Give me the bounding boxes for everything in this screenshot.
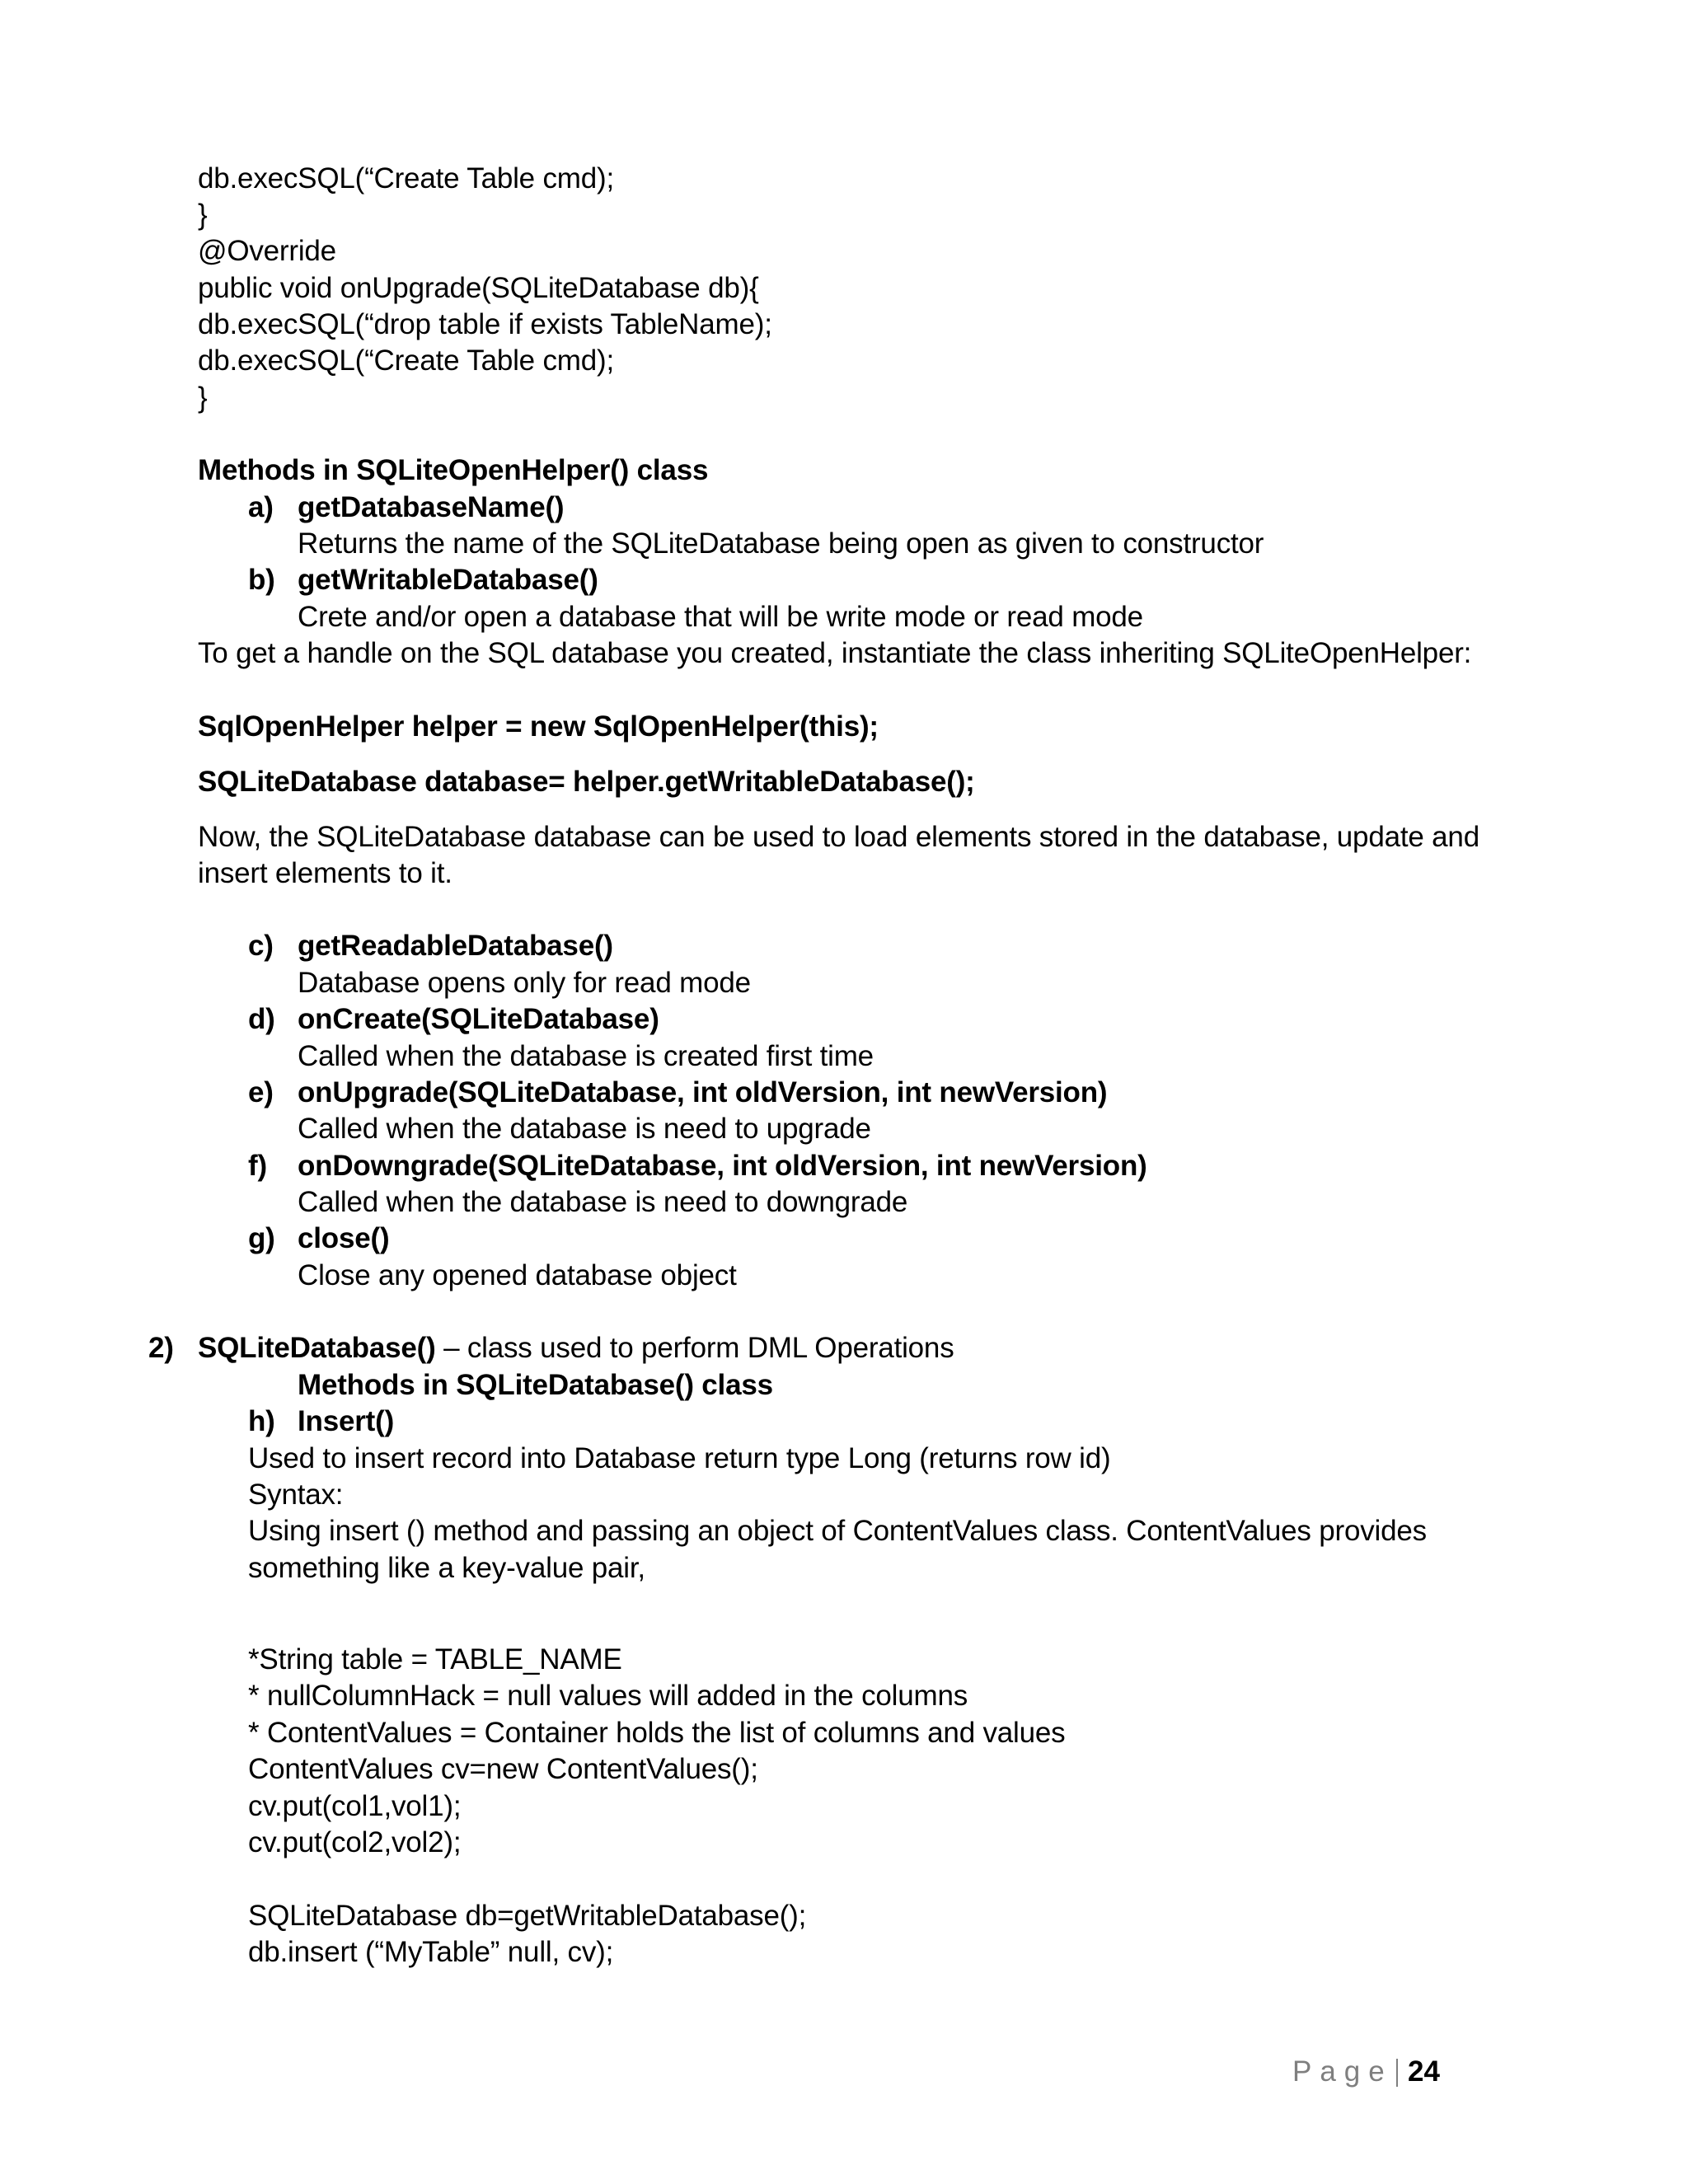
method-description: Database opens only for read mode [298, 967, 751, 999]
page-label: Page [1292, 2055, 1393, 2088]
method-description: Crete and/or open a database that will be write mode or read mode [298, 601, 1143, 633]
section-heading: Methods in SQLiteDatabase() class [298, 1369, 773, 1401]
list-item-label: g) [248, 1222, 275, 1254]
list-item-label: d) [248, 1003, 275, 1035]
code-line: * ContentValues = Container holds the list of columns and values [248, 1717, 1066, 1749]
method-name: getDatabaseName() [298, 491, 565, 523]
paragraph-line: insert elements to it. [198, 857, 452, 889]
paragraph-line: something like a key-value pair, [248, 1552, 645, 1584]
list-item-label: b) [248, 564, 275, 596]
code-line: db.execSQL(“drop table if exists TableName); [198, 308, 772, 340]
method-description: Returns the name of the SQLiteDatabase being open as given to constructor [298, 527, 1264, 560]
method-name: onUpgrade(SQLiteDatabase, int oldVersion, int newVersion) [298, 1076, 1108, 1108]
paragraph-line: Using insert () method and passing an object of ContentValues class. ContentValues provides [248, 1515, 1427, 1547]
code-line: db.execSQL(“Create Table cmd); [198, 162, 614, 194]
list-item-label: e) [248, 1076, 274, 1108]
paragraph-line: Syntax: [248, 1479, 344, 1511]
code-line: } [198, 199, 208, 231]
code-line: ContentValues cv=new ContentValues(); [248, 1753, 758, 1785]
code-line: } [198, 382, 208, 414]
method-name: getWritableDatabase() [298, 564, 598, 596]
section-title-rest: – class used to perform DML Operations [435, 1332, 954, 1364]
method-name: onCreate(SQLiteDatabase) [298, 1003, 659, 1035]
code-line: cv.put(col1,vol1); [248, 1790, 462, 1822]
method-name: Insert() [298, 1405, 395, 1437]
method-name: onDowngrade(SQLiteDatabase, int oldVersion, int newVersion) [298, 1150, 1147, 1182]
method-description: Close any opened database object [298, 1259, 737, 1291]
list-item-label: f) [248, 1150, 267, 1182]
section-number: 2) [148, 1332, 174, 1364]
code-line: db.insert (“MyTable” null, cv); [248, 1936, 614, 1968]
method-description: Called when the database is created first time [298, 1040, 874, 1072]
footer-divider [1396, 2059, 1398, 2087]
code-line: @Override [198, 235, 336, 267]
code-statement: SQLiteDatabase database= helper.getWritableDatabase(); [198, 766, 975, 798]
list-item-label: c) [248, 930, 274, 962]
list-item-label: h) [248, 1405, 275, 1437]
method-name: getReadableDatabase() [298, 930, 613, 962]
section-title-line [198, 1330, 954, 1366]
code-statement: SqlOpenHelper helper = new SqlOpenHelper(this); [198, 710, 879, 743]
code-line: public void onUpgrade(SQLiteDatabase db){ [198, 272, 759, 304]
list-item-label: a) [248, 491, 274, 523]
code-line: db.execSQL(“Create Table cmd); [198, 344, 614, 377]
section-title: SQLiteDatabase() [198, 1332, 436, 1364]
paragraph: To get a handle on the SQL database you created, instantiate the class inheriting SQLiteOpenHelper: [198, 637, 1472, 669]
section-heading: Methods in SQLiteOpenHelper() class [198, 454, 709, 486]
paragraph-line: Used to insert record into Database return type Long (returns row id) [248, 1442, 1111, 1474]
code-line: cv.put(col2,vol2); [248, 1826, 462, 1858]
paragraph-line: Now, the SQLiteDatabase database can be used to load elements stored in the database, update and [198, 821, 1479, 853]
code-line: SQLiteDatabase db=getWritableDatabase(); [248, 1900, 807, 1932]
method-description: Called when the database is need to upgrade [298, 1113, 871, 1145]
method-description: Called when the database is need to downgrade [298, 1186, 908, 1218]
code-line: *String table = TABLE_NAME [248, 1643, 622, 1675]
page-number: 24 [1408, 2055, 1440, 2088]
code-line: * nullColumnHack = null values will added in the columns [248, 1680, 968, 1712]
method-name: close() [298, 1222, 390, 1254]
